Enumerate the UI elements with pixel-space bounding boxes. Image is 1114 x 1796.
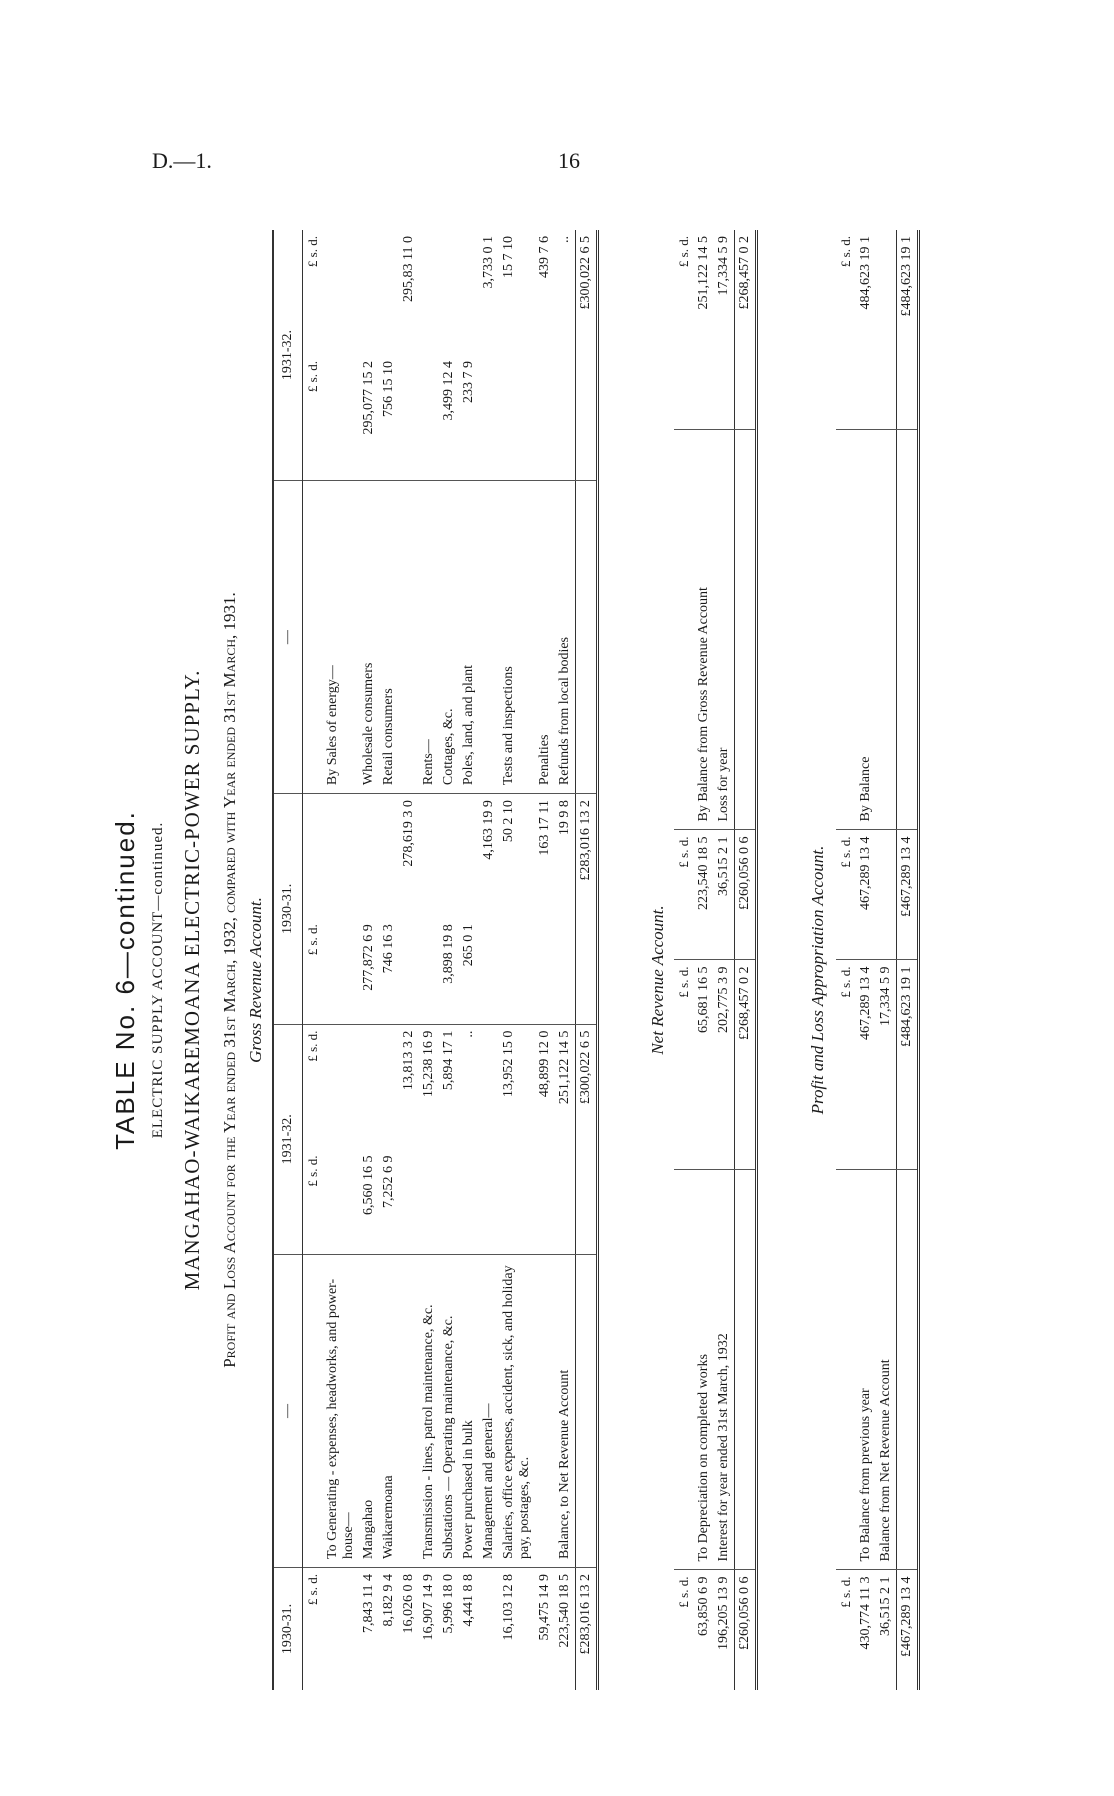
table-row [323, 230, 359, 1690]
pound-sign: £ [676, 991, 691, 998]
credit-description: Rents— [419, 481, 439, 794]
credit-1932-sub [555, 355, 576, 481]
debit-1932-amount: 5,894 17 1 [439, 1024, 459, 1149]
spacer [576, 1255, 598, 1568]
debit-description [399, 1255, 419, 1568]
credit-1932-amount: 439 7 6 [537, 236, 552, 278]
credit-description: Wholesale consumers [359, 481, 379, 794]
appropriation-title: Profit and Loss Appropriation Account. [808, 845, 827, 1115]
debit-1932-sub [555, 1150, 576, 1255]
credit-total-1931: £283,016 13 2 [576, 794, 598, 919]
debit-1931-amount: 36,515 2 1 [876, 1570, 897, 1690]
debit-total-1932: £268,457 0 2 [735, 960, 757, 1170]
total-row [576, 230, 598, 1690]
debit-description: To Balance from previous year [856, 1170, 876, 1570]
debit-1931-amount: 16,907 14 9 [419, 1568, 439, 1691]
credit-description: By Balance from Gross Revenue Account [694, 430, 714, 830]
debit-1932-amount: .. [459, 1024, 479, 1149]
credit-1931-amount [439, 794, 459, 919]
credit-1932-amount [419, 230, 439, 355]
debit-description: To Generating - expenses, headworks, and power-house— [323, 1255, 359, 1568]
spacer [735, 1170, 757, 1570]
pound-sign: £ [305, 948, 320, 956]
credit-description: Loss for year [714, 430, 735, 830]
credit-description: Cottages, &c. [439, 481, 459, 794]
credit-1931-sub [323, 918, 359, 1024]
table-row [479, 230, 499, 1690]
unit-row [674, 230, 694, 1690]
credit-1932-amount [439, 230, 459, 355]
unit-cell [836, 230, 856, 430]
debit-1932-amount: 251,122 14 5 [555, 1024, 576, 1149]
unit-cell [674, 830, 694, 960]
credit-total-1932: £484,623 19 1 [897, 230, 919, 430]
debit-1932-amount: 202,775 3 9 [714, 960, 735, 1170]
pound-sign: £ [305, 1180, 320, 1187]
credit-1931-amount: 4,163 19 9 [479, 794, 499, 919]
debit-description: Transmission - lines, patrol maintenance, &c. [419, 1255, 439, 1568]
credit-1931-amount [359, 794, 379, 919]
net-revenue-title: Net Revenue Account. [648, 905, 667, 1055]
unit-cell [836, 960, 856, 1170]
pound-sign: £ [305, 260, 320, 268]
debit-1932-sub [499, 1150, 535, 1255]
credit-1931-amount [323, 794, 359, 919]
table-row [459, 230, 479, 1690]
credit-1932-amount: 17,334 5 9 [716, 236, 731, 296]
debit-1931-amount: 7,843 11 4 [359, 1568, 379, 1691]
spacer [735, 430, 757, 830]
debit-1932-amount: 13,813 3 2 [399, 1024, 419, 1149]
credit-1931-amount [459, 794, 479, 919]
debit-total-1931: £283,016 13 2 [576, 1568, 598, 1691]
sd-label: s. d. [838, 836, 853, 858]
credit-total-1932: £300,022 6 5 [576, 230, 598, 355]
credit-1931-amount: 467,289 13 4 [856, 830, 876, 960]
table-row [439, 230, 459, 1690]
debit-1931-amount: 223,540 18 5 [555, 1568, 576, 1691]
credit-1931-amount [379, 794, 399, 919]
credit-1932-sub [323, 355, 359, 481]
table-row [714, 230, 735, 1690]
credit-1931-sub [555, 918, 576, 1024]
credit-description: Penalties [535, 481, 555, 794]
credit-1932-amount: 251,122 14 5 [696, 236, 711, 310]
sd-label: s. d. [305, 236, 320, 258]
credit-1931-amount: 278,619 3 0 [399, 794, 419, 919]
credit-1931-sub [499, 918, 535, 1024]
unit-row [836, 230, 856, 1690]
page-reference: D.—1. [152, 148, 212, 173]
table-row [555, 230, 576, 1690]
pound-sign: £ [838, 1601, 853, 1608]
table-row [399, 230, 419, 1690]
pound-sign: £ [838, 861, 853, 868]
appropriation-body [836, 230, 919, 1690]
debit-total-1932: £300,022 6 5 [576, 1024, 598, 1149]
credit-1931-sub [479, 918, 499, 1024]
credit-total-1932: £268,457 0 2 [735, 230, 757, 430]
scheme-title: MANGAHAO-WAIKAREMOANA ELECTRIC-POWER SUPPLY. [180, 669, 204, 1291]
col-dash-right: — [273, 481, 303, 794]
pound-sign: £ [676, 260, 691, 268]
credit-description [876, 430, 897, 830]
debit-description [535, 1255, 555, 1568]
debit-1931-amount: 196,205 13 9 [714, 1570, 735, 1690]
debit-1931-amount: 8,182 9 4 [379, 1568, 399, 1691]
gross-revenue-body [303, 230, 598, 1690]
credit-1932-amount: 3,733 0 1 [481, 236, 496, 289]
credit-1932-amount: 295,83 11 0 [401, 236, 416, 302]
sd-label: s. d. [676, 1576, 691, 1598]
credit-1931-sub: 746 16 3 [381, 924, 396, 974]
credit-description [399, 481, 419, 794]
credit-1931-sub [535, 918, 555, 1024]
debit-description: Balance from Net Revenue Account [876, 1170, 897, 1570]
debit-1932-sub: 7,252 6 9 [381, 1155, 396, 1208]
sd-label: s. d. [305, 1574, 320, 1596]
credit-description [479, 481, 499, 794]
unit-cell [836, 1570, 856, 1690]
sd-label: s. d. [305, 361, 320, 383]
spacer [576, 355, 598, 481]
spacer [576, 918, 598, 1024]
debit-1932-amount [359, 1024, 379, 1149]
sd-label: s. d. [676, 836, 691, 858]
account-subtitle: ELECTRIC SUPPLY ACCOUNT—continued. [150, 821, 166, 1139]
debit-1932-amount: 467,289 13 4 [856, 960, 876, 1170]
table-row [876, 230, 897, 1690]
debit-1932-amount: 65,681 16 5 [694, 960, 714, 1170]
credit-description: Retail consumers [379, 481, 399, 794]
credit-1932-sub: 3,499 12 4 [441, 361, 456, 421]
credit-1932-amount: .. [557, 236, 572, 243]
debit-1932-amount: 48,899 12 0 [535, 1024, 555, 1149]
credit-1931-sub: 277,872 6 9 [361, 924, 376, 991]
col-1931-32: 1931-32. [273, 1024, 303, 1254]
debit-description: Power purchased in bulk [459, 1255, 479, 1568]
spacer [897, 430, 919, 830]
credit-total-1931: £260,056 0 6 [735, 830, 757, 960]
credit-1932-sub [399, 355, 419, 481]
gross-revenue-title: Gross Revenue Account. [246, 897, 265, 1063]
debit-1932-amount: 15,238 16 9 [419, 1024, 439, 1149]
debit-1931-amount: 4,441 8 8 [459, 1568, 479, 1691]
appropriation-table [836, 230, 920, 1690]
debit-1932-amount [379, 1024, 399, 1149]
pound-sign: £ [676, 1601, 691, 1608]
unit-row [303, 230, 324, 1690]
credit-1932-amount [323, 230, 359, 355]
debit-description: Waikaremoana [379, 1255, 399, 1568]
unit-cell [674, 1570, 694, 1690]
debit-total-1931: £260,056 0 6 [735, 1570, 757, 1690]
debit-1932-sub [323, 1150, 359, 1255]
credit-1932-sub [535, 355, 555, 481]
credit-1932-amount [876, 230, 897, 430]
debit-1932-sub [419, 1150, 439, 1255]
debit-description: Salaries, office expenses, accident, sick, and holiday pay, postages, &c. [499, 1255, 535, 1568]
table-row [419, 230, 439, 1690]
credit-1931-amount: 163 17 11 [535, 794, 555, 919]
credit-description: By Balance [856, 430, 876, 830]
credit-1932-sub [499, 355, 535, 481]
credit-1931-amount: 50 2 10 [499, 794, 535, 919]
debit-description: To Depreciation on completed works [694, 1170, 714, 1570]
debit-1932-amount: 17,334 5 9 [876, 960, 897, 1170]
credit-1931-sub [419, 918, 439, 1024]
debit-1932-amount: 13,952 15 0 [499, 1024, 535, 1149]
debit-total-1932: £484,623 19 1 [897, 960, 919, 1170]
debit-1931-amount: 16,103 12 8 [499, 1568, 535, 1691]
credit-1932-amount [359, 230, 379, 355]
credit-1932-sub: 233 7 9 [461, 361, 476, 403]
credit-1932-amount: 484,623 19 1 [858, 236, 873, 310]
total-row [897, 230, 919, 1690]
debit-description: Interest for year ended 31st March, 1932 [714, 1170, 735, 1570]
col-dash: — [273, 1255, 303, 1568]
sd-label: s. d. [676, 236, 691, 258]
net-revenue-body [674, 230, 757, 1690]
debit-description: Substations — Operating maintenance, &c. [439, 1255, 459, 1568]
sd-label: s. d. [838, 966, 853, 988]
credit-description: By Sales of energy— [323, 481, 359, 794]
col-1930-31-right: 1930-31. [273, 794, 303, 1024]
credit-1932-sub [479, 355, 499, 481]
credit-1932-sub: 295,077 15 2 [361, 361, 376, 435]
debit-1932-sub: 6,560 16 5 [361, 1155, 376, 1215]
credit-total-1931: £467,289 13 4 [897, 830, 919, 960]
credit-1931-amount: 19 9 8 [555, 794, 576, 919]
credit-1931-amount: 223,540 18 5 [694, 830, 714, 960]
pound-sign: £ [676, 861, 691, 868]
debit-1931-amount [323, 1568, 359, 1691]
page-number: 16 [558, 148, 580, 173]
spacer [897, 1170, 919, 1570]
pound-sign: £ [838, 991, 853, 998]
table-number-title: TABLE No. 6—continued. [110, 810, 140, 1150]
table-row [856, 230, 876, 1690]
sd-label: s. d. [305, 1155, 320, 1177]
credit-1931-amount [876, 830, 897, 960]
credit-1931-sub: 265 0 1 [461, 924, 476, 967]
pound-sign: £ [305, 1598, 320, 1606]
debit-1932-sub [459, 1150, 479, 1255]
debit-1931-amount: 430,774 11 3 [856, 1570, 876, 1690]
debit-description: Mangahao [359, 1255, 379, 1568]
sd-label: s. d. [838, 236, 853, 258]
sd-label: s. d. [676, 966, 691, 988]
pound-sign: £ [305, 1055, 320, 1062]
credit-1931-amount [419, 794, 439, 919]
debit-1932-sub [479, 1150, 499, 1255]
table-row [535, 230, 555, 1690]
debit-1931-amount: 63,850 6 9 [694, 1570, 714, 1690]
debit-total-1931: £467,289 13 4 [897, 1570, 919, 1690]
debit-1932-amount [479, 1024, 499, 1149]
credit-1932-amount [459, 230, 479, 355]
unit-cell [674, 230, 694, 430]
credit-1932-sub [419, 355, 439, 481]
spacer [576, 481, 598, 794]
table-row [379, 230, 399, 1690]
col-1930-31: 1930-31. [273, 1568, 303, 1691]
debit-description: Balance, to Net Revenue Account [555, 1255, 576, 1568]
table-row [694, 230, 714, 1690]
gross-header-row [273, 230, 303, 1690]
debit-1931-amount: 59,475 14 9 [535, 1568, 555, 1691]
unit-cell [836, 830, 856, 960]
pound-sign: £ [305, 385, 320, 393]
credit-1932-sub: 756 15 10 [381, 361, 396, 417]
sd-label: s. d. [305, 1030, 320, 1052]
table-row [499, 230, 535, 1690]
rotated-document-body [100, 210, 1000, 1750]
col-1931-32-right: 1931-32. [273, 230, 303, 481]
debit-1931-amount: 5,996 18 0 [439, 1568, 459, 1691]
net-revenue-table [674, 230, 758, 1690]
debit-1931-amount [479, 1568, 499, 1691]
unit-cell [674, 960, 694, 1170]
credit-1931-sub: 3,898 19 8 [441, 924, 456, 984]
sd-label: s. d. [305, 924, 320, 946]
pound-sign: £ [838, 260, 853, 268]
gross-revenue-table [272, 230, 599, 1690]
debit-1932-amount [323, 1024, 359, 1149]
debit-description: Management and general— [479, 1255, 499, 1568]
credit-1931-amount: 36,515 2 1 [714, 830, 735, 960]
credit-description: Refunds from local bodies [555, 481, 576, 794]
total-row [735, 230, 757, 1690]
sd-label: s. d. [838, 1576, 853, 1598]
debit-1932-sub [439, 1150, 459, 1255]
credit-description: Tests and inspections [499, 481, 535, 794]
credit-1932-amount: 15 7 10 [501, 236, 516, 278]
credit-description: Poles, land, and plant [459, 481, 479, 794]
table-row [359, 230, 379, 1690]
credit-1932-amount [379, 230, 399, 355]
profit-loss-heading: Profit and Loss Account for the Year ended 31st March, 1932, compared with Year ended 31st March, 1931. [220, 592, 239, 1368]
spacer [576, 1150, 598, 1255]
credit-1931-sub [399, 918, 419, 1024]
debit-1932-sub [399, 1150, 419, 1255]
debit-1931-amount: 16,026 0 8 [399, 1568, 419, 1691]
debit-1932-sub [535, 1150, 555, 1255]
